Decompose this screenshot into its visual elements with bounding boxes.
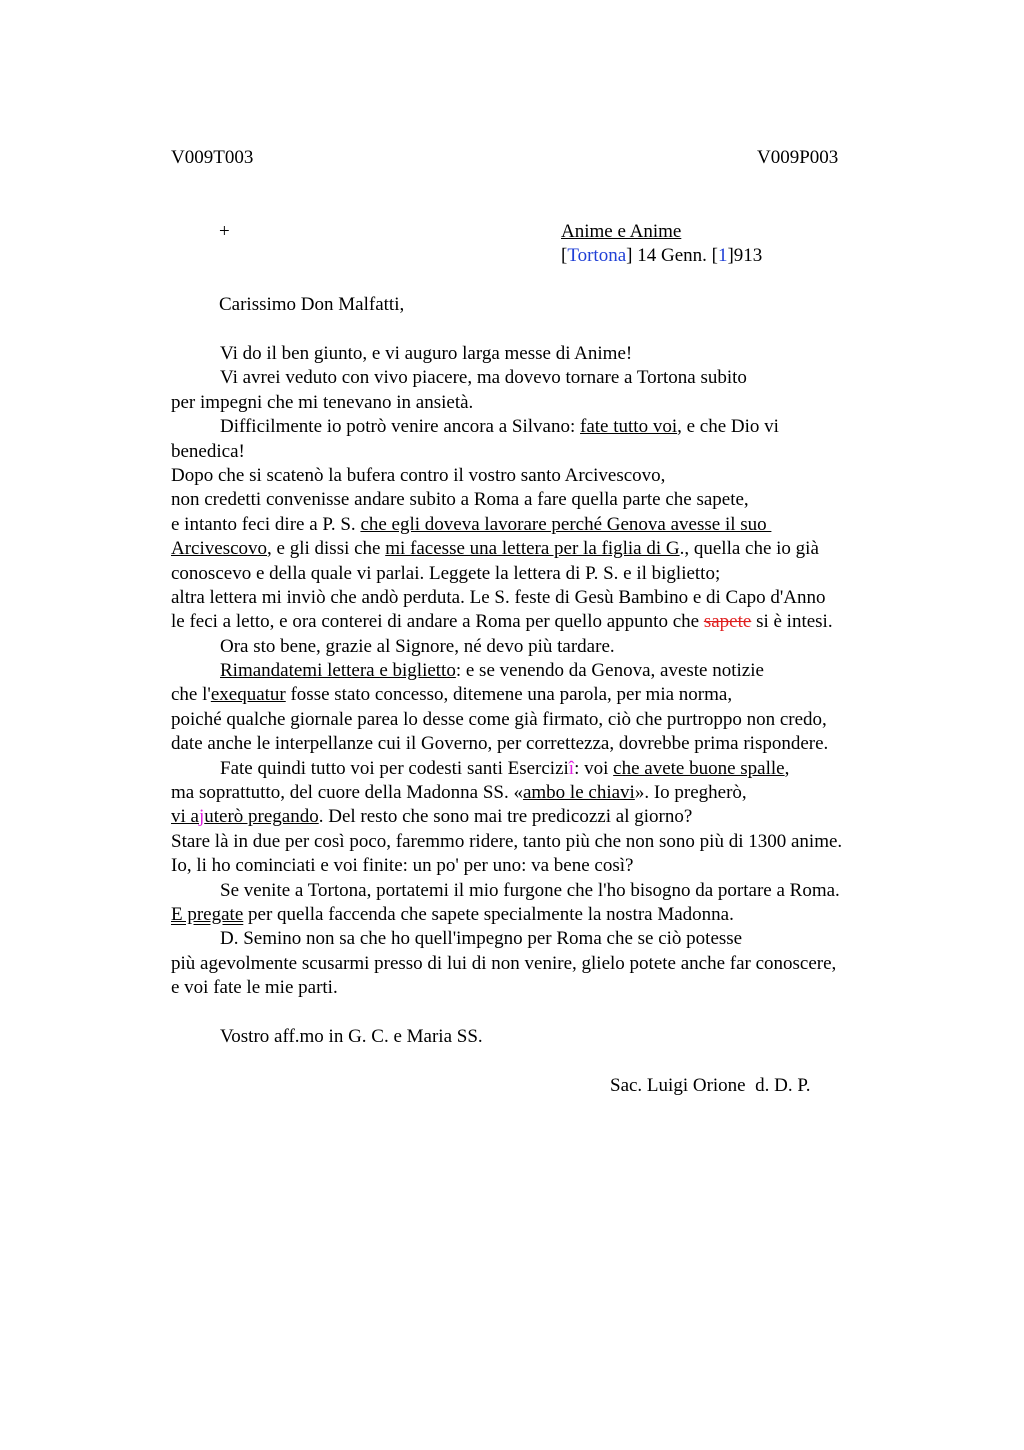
date-line: [Tortona] 14 Genn. [1]913 (561, 245, 763, 266)
text-line: Rimandatemi lettera e biglietto: e se venendo da Genova, aveste notizie (220, 660, 764, 682)
text-line: E pregate per quella faccenda che sapete specialmente la nostra Madonna. (171, 903, 734, 925)
text-line: Io, li ho cominciati e voi finite: un po' per uno: va bene così? (171, 855, 634, 877)
deleted-word: sapete (703, 611, 752, 633)
text-line: date anche le interpellanze cui il Governo, per correttezza, dovrebbe prima rispondere. (171, 733, 829, 755)
text-line: Vi avrei veduto con vivo piacere, ma dovevo tornare a Tortona subito (220, 367, 747, 389)
text-line: Dopo che si scatenò la bufera contro il vostro santo Arcivescovo, (171, 464, 666, 486)
text-line: non credetti convenisse andare subito a Roma a fare quella parte che sapete, (171, 489, 749, 511)
letter-title: Anime e Anime (561, 221, 682, 242)
text-line: Ora sto bene, grazie al Signore, né devo più tardare. (220, 635, 615, 657)
text-line: benedica! (171, 440, 245, 462)
corrected-letter: j (198, 806, 205, 828)
text-line: poiché qualche giornale parea lo desse come già firmato, ciò che purtroppo non credo, (171, 708, 827, 730)
document-code-left: V009T003 (171, 147, 254, 168)
text-line: altra lettera mi inviò che andò perduta. Le S. feste di Gesù Bambino e di Capo d'Anno (171, 586, 826, 608)
text-line: ma soprattutto, del cuore della Madonna SS. «ambo le chiavi». Io pregherò, (171, 782, 747, 804)
text-line: che l'exequatur fosse stato concesso, ditemene una parola, per mia norma, (171, 684, 733, 706)
text-line: Fate quindi tutto voi per codesti santi Eserciziî: voi che avete buone spalle, (220, 757, 790, 779)
text-line: Se venite a Tortona, portatemi il mio furgone che l'ho bisogno da portare a Roma. (220, 879, 840, 901)
document-code-right: V009P003 (757, 147, 839, 168)
text-line: vi ajuterò pregando. Del resto che sono mai tre predicozzi al giorno? (171, 806, 693, 828)
text-line: e voi fate le mie parti. (171, 977, 338, 999)
text-line: e intanto feci dire a P. S. che egli doveva lavorare perché Genova avesse il suo (171, 513, 772, 535)
letter-body (171, 342, 931, 1098)
text-line: le feci a letto, e ora conterei di andare a Roma per quello appunto che sapete si è intesi. (171, 611, 833, 633)
text-line: Difficilmente io potrò venire ancora a Silvano: fate tutto voi, e che Dio vi (220, 416, 779, 438)
corrected-letter: î (568, 757, 575, 779)
place-name: Tortona (567, 245, 627, 266)
text-line: per impegni che mi tenevano in ansietà. (171, 391, 474, 413)
closing-line: Vostro aff.mo in G. C. e Maria SS. (220, 1025, 483, 1047)
text-line: conoscevo e della quale vi parlai. Leggete la lettera di P. S. e il biglietto; (171, 562, 721, 584)
text-line: Stare là in due per così poco, faremmo ridere, tanto più che non sono più di 1300 anime. (171, 830, 843, 852)
signature: Sac. Luigi Orione d. D. P. (610, 1074, 811, 1096)
year-digit: 1 (717, 245, 728, 266)
text-line: D. Semino non sa che ho quell'impegno per Roma che se ciò potesse (220, 928, 743, 950)
text-line: Vi do il ben giunto, e vi auguro larga messe di Anime! (220, 343, 633, 364)
cross-mark: + (219, 221, 230, 242)
salutation: Carissimo Don Malfatti, (219, 294, 405, 315)
text-line: Arcivescovo, e gli dissi che mi facesse una lettera per la figlia di G., quella che io già (171, 538, 819, 560)
text-line: più agevolmente scusarmi presso di lui di non venire, glielo potete anche far conoscere, (171, 952, 837, 974)
